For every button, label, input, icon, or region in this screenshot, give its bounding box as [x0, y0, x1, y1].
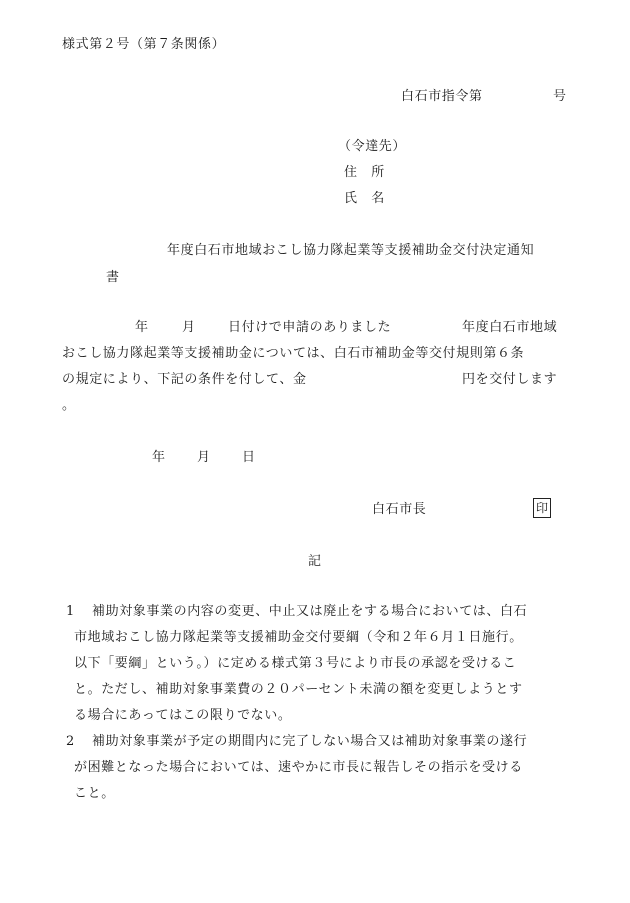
issue-day: 日	[242, 450, 256, 465]
application-month: 月	[182, 320, 196, 335]
program-year-text: 年度白石市地域	[462, 320, 558, 335]
condition-1-line-1: 補助対象事業の内容の変更、中止又は廃止をする場合においては、白石	[92, 604, 528, 619]
condition-2-line-3: こと。	[74, 786, 115, 801]
body-line-4: 。	[62, 398, 76, 413]
condition-1-line-4: と。ただし、補助対象事業費の２０パーセント未満の額を変更しようとす	[74, 682, 523, 697]
condition-2-line-1: 補助対象事業が予定の期間内に完了しない場合又は補助対象事業の遂行	[92, 734, 528, 749]
application-day-text: 日付けで申請のありました	[228, 320, 392, 335]
condition-1-line-5: る場合にあってはこの限りでない。	[74, 708, 292, 723]
condition-2-number: 2	[66, 734, 75, 749]
order-number-suffix: 号	[553, 89, 567, 104]
condition-1-line-3: 以下「要綱」という。）に定める様式第３号により市長の承認を受けるこ	[74, 656, 517, 671]
body-line-3-end: 円を交付します	[462, 372, 558, 387]
body-line-3-start: の規定により、下記の条件を付して、金	[62, 372, 307, 387]
order-number-prefix: 白石市指令第	[401, 89, 483, 104]
condition-1-line-2: 市地域おこし協力隊起業等支援補助金交付要綱（令和２年６月１日施行。	[74, 630, 523, 645]
mayor-title: 白石市長	[372, 502, 427, 517]
form-label: 様式第２号（第７条関係）	[62, 37, 226, 52]
recipient-heading: （令達先）	[338, 139, 407, 154]
issue-month: 月	[197, 450, 211, 465]
ki-heading: 記	[308, 554, 322, 569]
condition-1-number: 1	[66, 604, 75, 619]
address-label: 住 所	[344, 165, 385, 180]
application-year: 年	[135, 320, 149, 335]
seal-box: 印	[533, 498, 551, 518]
document-title-continuation: 書	[106, 270, 120, 285]
issue-year: 年	[152, 450, 166, 465]
condition-2-line-2: が困難となった場合においては、速やかに市長に報告しその指示を受ける	[74, 760, 523, 775]
name-label: 氏 名	[344, 191, 385, 206]
body-line-2: おこし協力隊起業等支援補助金については、白石市補助金等交付規則第６条	[62, 346, 525, 361]
document-title: 年度白石市地域おこし協力隊起業等支援補助金交付決定通知	[167, 243, 535, 258]
